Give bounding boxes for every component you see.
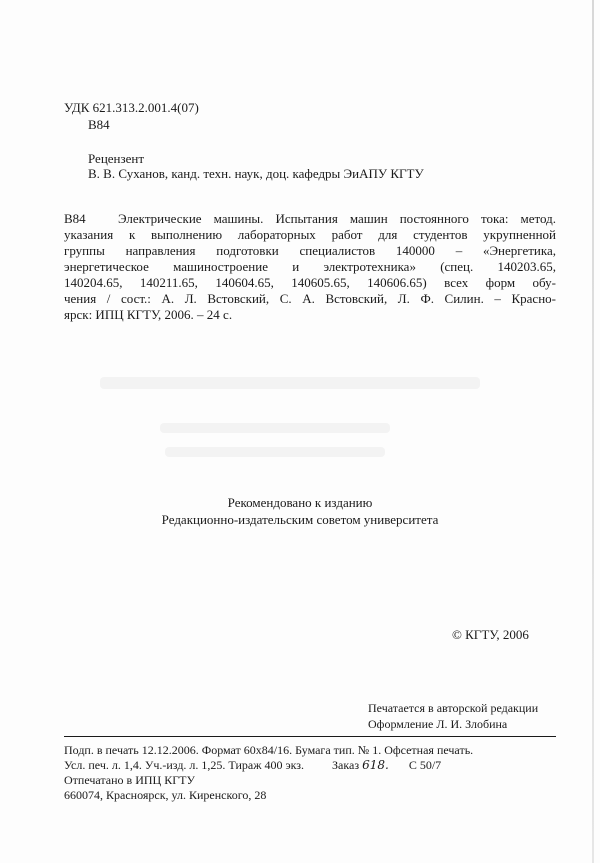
page-edge-shadow [592, 0, 594, 863]
imprint-line-3: Отпечатано в ИПЦ КГТУ [64, 773, 195, 787]
bibliography-line: ярск: ИПЦ КГТУ, 2006. – 24 с. [64, 307, 233, 322]
imprint-line-1: Подп. в печать 12.12.2006. Формат 60x84/16. Бумага тип. № 1. Офсетная печать. [64, 743, 474, 757]
bibliography-line: 140204.65, 140211.65, 140604.65, 140605.65, 140606.65) всех форм обу- [64, 275, 556, 290]
imprint-code: С 50/7 [408, 758, 442, 772]
show-through-line [100, 377, 480, 389]
print-note-2: Оформление Л. И. Злобина [368, 717, 508, 731]
bibliography-line: указания к выполнению лабораторных работ для студентов укрупненной [64, 227, 556, 242]
bibliography-line: группы направления подготовки специалистов 140000 – «Энергетика, [64, 243, 556, 258]
bibliography-line: энергетическое машиностроение и электротехника» (спец. 140203.65, [64, 259, 556, 274]
reviewer-label: Рецензент [88, 151, 145, 166]
divider-rule [64, 736, 556, 737]
show-through-line [165, 447, 385, 457]
imprint-line-4: 660074, Красноярск, ул. Киренского, 28 [64, 788, 267, 802]
order-number-handwritten: 618. [362, 758, 389, 772]
author-code: B84 [88, 117, 110, 132]
imprint-line-2 [64, 758, 441, 773]
bibliography-code: B84 [64, 211, 86, 226]
show-through-line [160, 423, 390, 433]
recommendation-line-1: Рекомендовано к изданию [227, 495, 373, 510]
order-label: Заказ [332, 758, 360, 772]
udc-code: УДК 621.313.2.001.4(07) [64, 100, 199, 115]
imprint-print-details: Усл. печ. л. 1,4. Уч.-изд. л. 1,25. Тираж 400 экз. [64, 758, 305, 772]
bibliography-line: чения / сост.: А. Л. Встовский, С. А. Встовский, Л. Ф. Силин. – Красно- [64, 291, 556, 306]
recommendation-line-2: Редакционно-издательским советом университета [161, 512, 439, 527]
reviewer-text: В. В. Суханов, канд. техн. наук, доц. кафедры ЭиАПУ КГТУ [88, 166, 424, 181]
print-note-1: Печатается в авторской редакции [368, 701, 539, 715]
bibliography-line: Электрические машины. Испытания машин постоянного тока: метод. [118, 211, 556, 226]
copyright: © КГТУ, 2006 [452, 627, 529, 642]
